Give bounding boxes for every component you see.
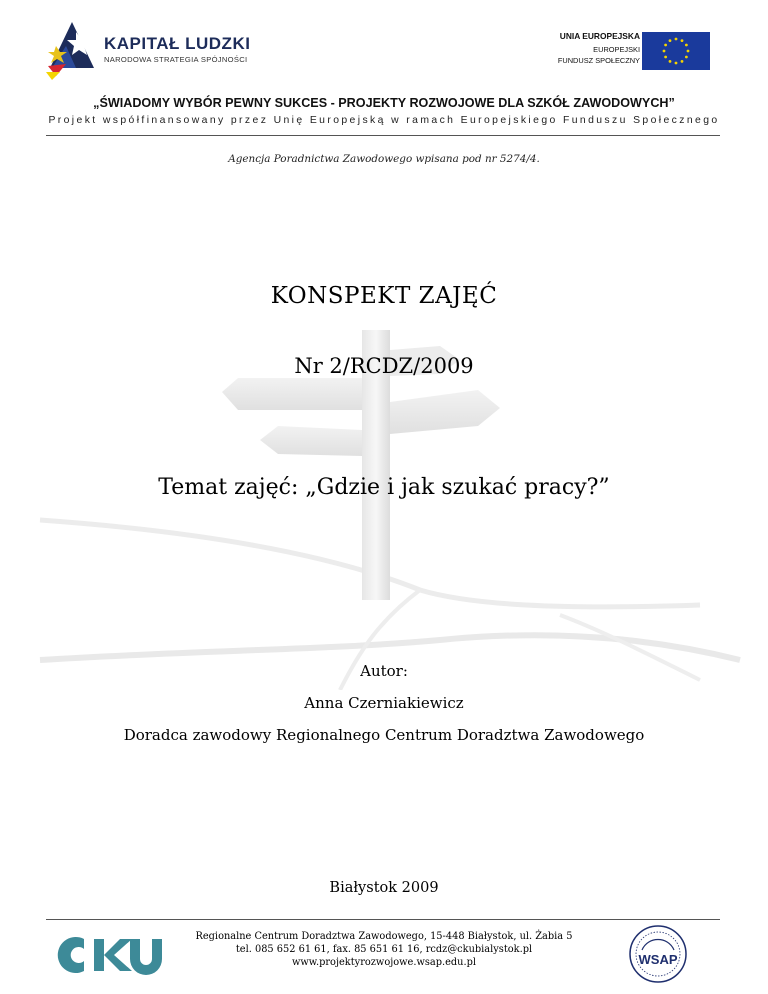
- eu-logo-title: UNIA EUROPEJSKA: [559, 31, 640, 41]
- kapital-ludzki-title: KAPITAŁ LUDZKI: [104, 34, 251, 53]
- header-divider: [46, 135, 720, 136]
- footer-address: Regionalne Centrum Doradztwa Zawodowego, 15-448 Białystok, ul. Żabia 5: [195, 931, 573, 942]
- eu-star: [669, 60, 672, 63]
- eu-star: [685, 56, 688, 59]
- eu-star: [675, 62, 678, 65]
- eu-star: [681, 60, 684, 63]
- eu-star: [664, 56, 667, 59]
- eu-star: [669, 39, 672, 42]
- footer-website: www.projektyrozwojowe.wsap.edu.pl: [291, 957, 476, 968]
- kapital-ludzki-emblem-icon: [46, 18, 104, 82]
- kapital-ludzki-subtitle: NARODOWA STRATEGIA SPÓJNOŚCI: [104, 55, 248, 64]
- project-title: „ŚWIADOMY WYBÓR PEWNY SUKCES - PROJEKTY ROZWOJOWE DLA SZKÓŁ ZAWODOWYCH”: [93, 96, 675, 110]
- document-number: Nr 2/RCDZ/2009: [294, 354, 474, 378]
- footer-contact: tel. 085 652 61 61, fax. 85 651 61 16, rcdz@ckubialystok.pl: [235, 944, 533, 955]
- footer-divider: [46, 919, 720, 920]
- eu-logo-line2: EUROPEJSKI: [593, 45, 640, 54]
- eu-logo-line3: FUNDUSZ SPOŁECZNY: [557, 56, 640, 65]
- eu-star: [663, 50, 666, 53]
- lesson-topic: Temat zajęć: „Gdzie i jak szukać pracy?”: [158, 475, 610, 500]
- author-label: Autor:: [360, 662, 408, 680]
- eu-star: [687, 50, 690, 53]
- eu-star: [664, 44, 667, 47]
- wsap-logo-text: WSAP: [638, 952, 678, 967]
- document-title: KONSPEKT ZAJĘĆ: [270, 283, 498, 309]
- eu-star: [685, 44, 688, 47]
- cofinancing-note: Projekt współfinansowany przez Unię Europejską w ramach Europejskiego Funduszu Społecznego: [48, 115, 720, 126]
- eu-star: [675, 38, 678, 41]
- wsap-logo-icon: [628, 924, 688, 984]
- place-date: Białystok 2009: [329, 880, 439, 896]
- eu-star: [681, 39, 684, 42]
- author-role: Doradca zawodowy Regionalnego Centrum Doradztwa Zawodowego: [123, 726, 645, 744]
- eu-flag-icon: [642, 32, 710, 70]
- author-name: Anna Czerniakiewicz: [304, 694, 464, 712]
- signpost-background-illustration: [0, 330, 768, 690]
- agency-note: Agencja Poradnictwa Zawodowego wpisana pod nr 5274/4.: [228, 153, 540, 165]
